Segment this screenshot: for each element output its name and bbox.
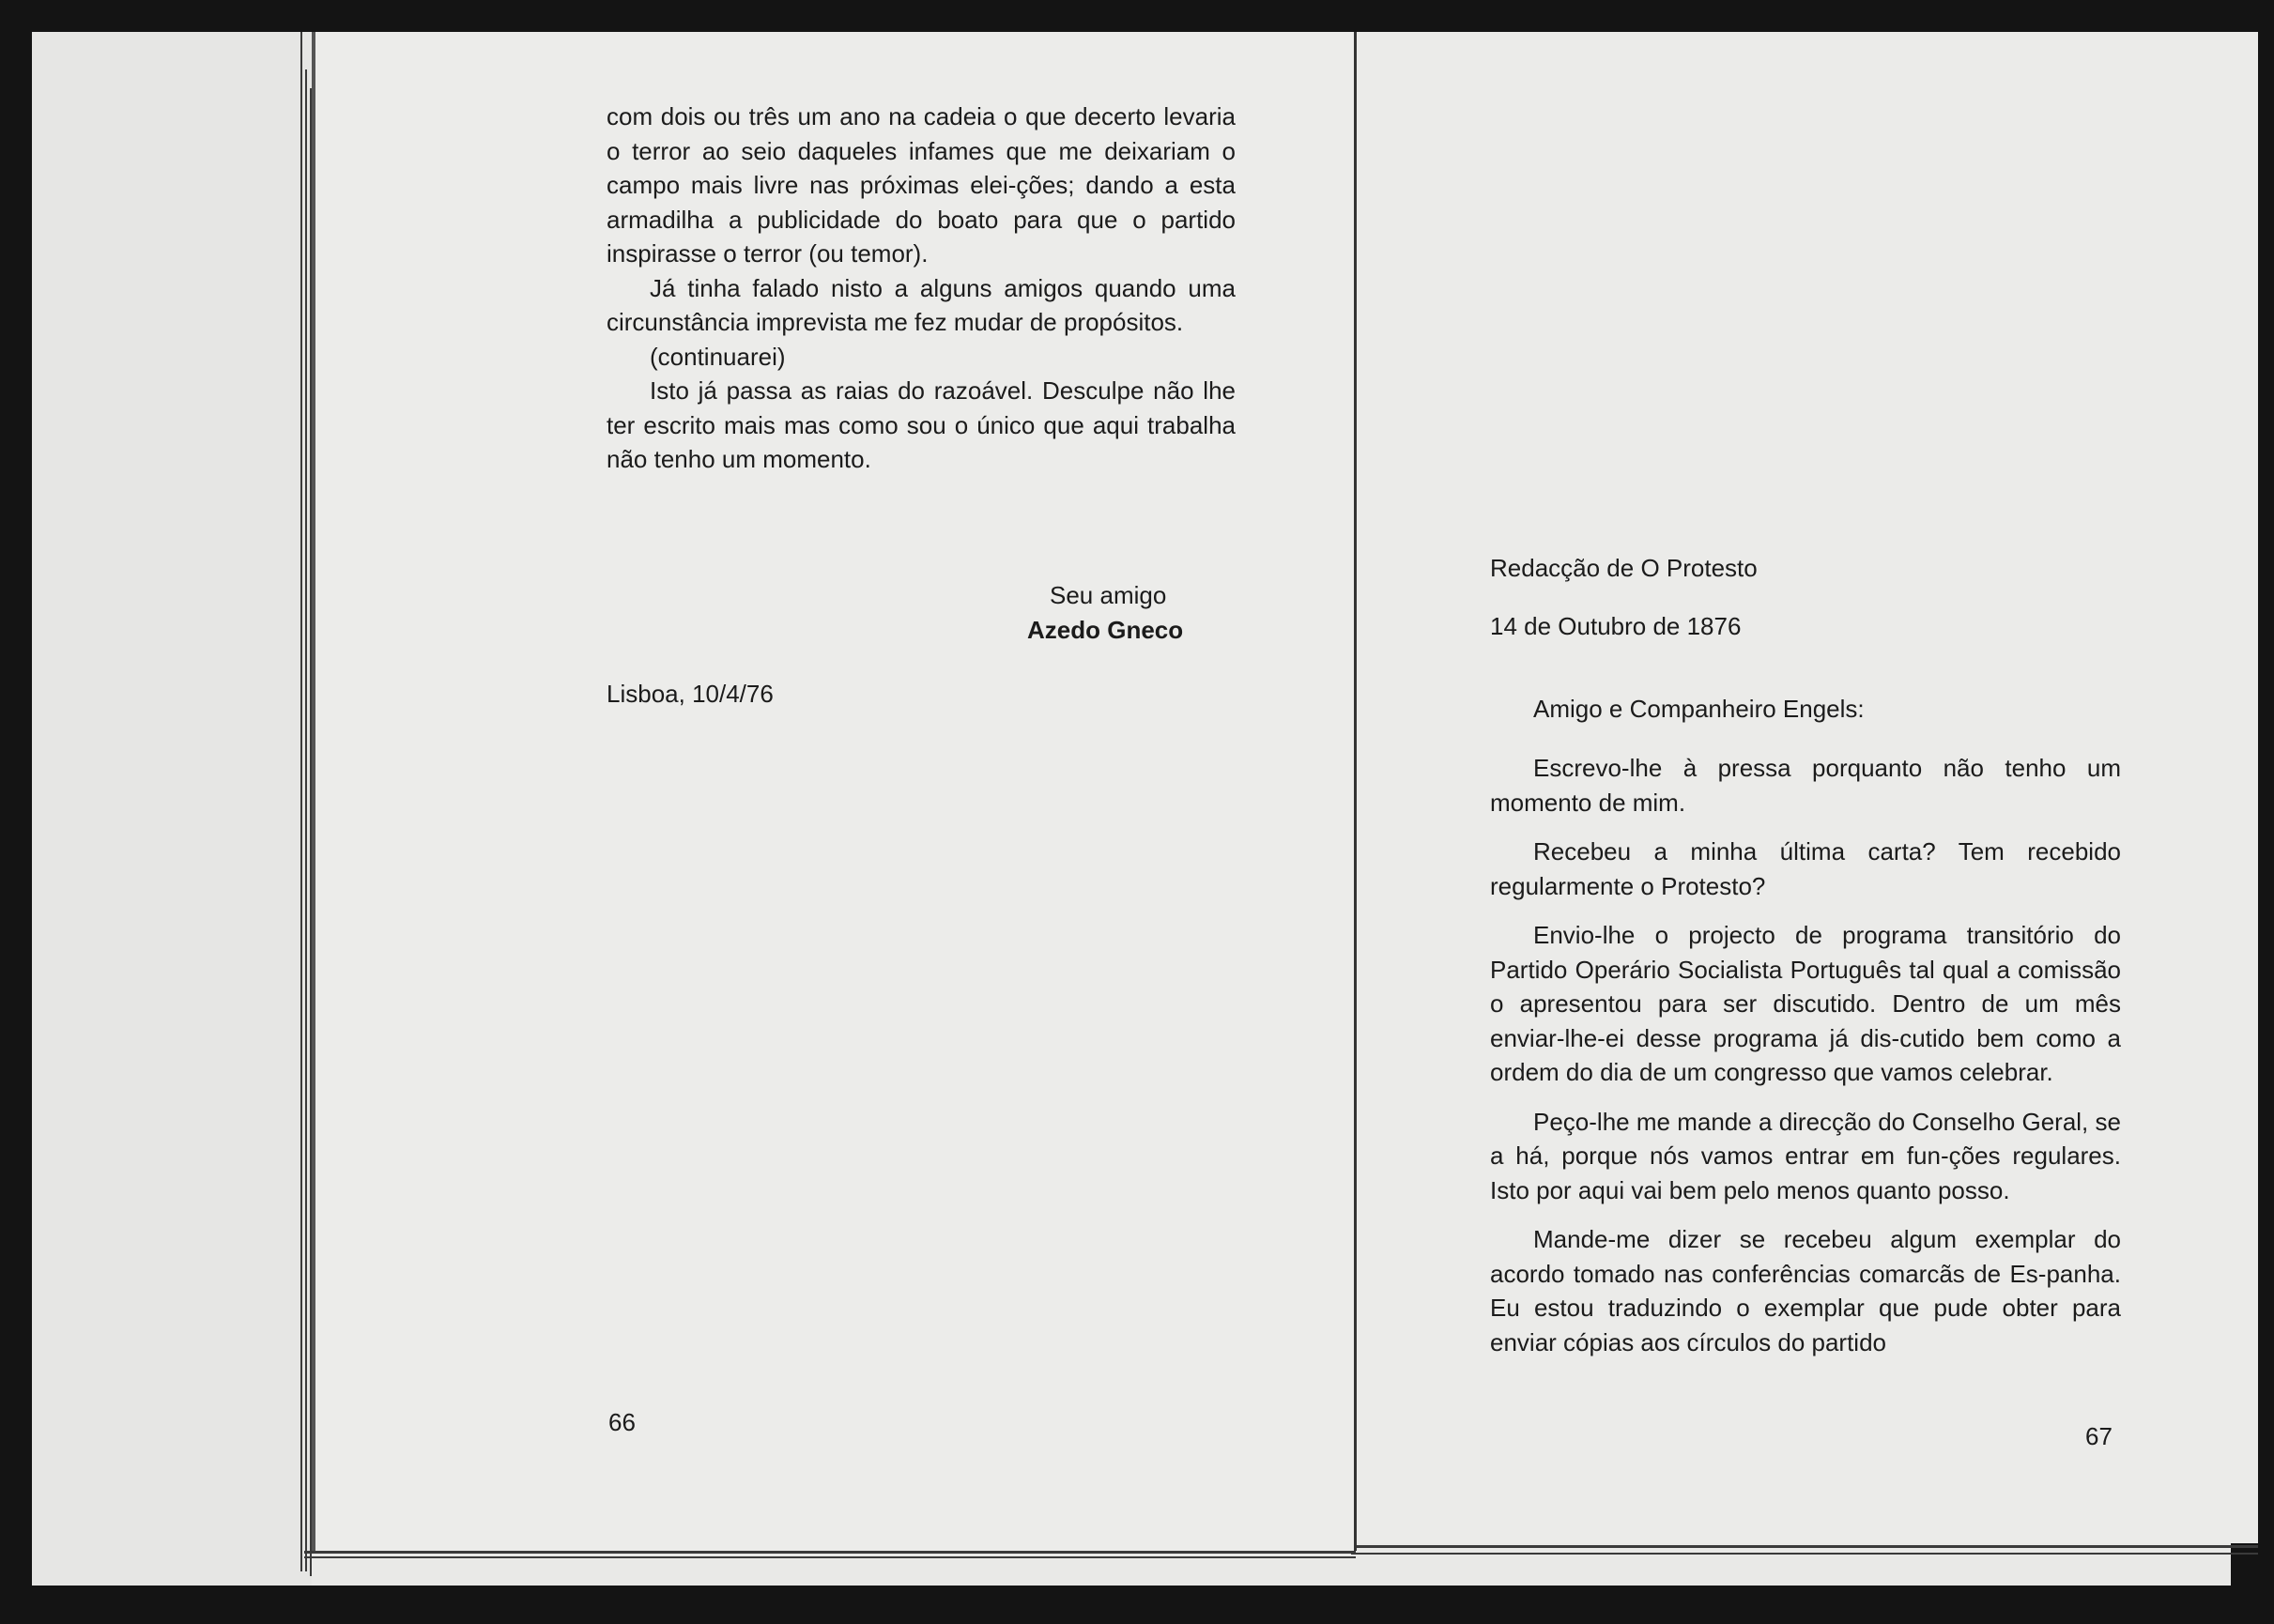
salutation: Amigo e Companheiro Engels:	[1533, 695, 1865, 723]
paragraph: Mande-me dizer se recebeu algum exemplar do acordo tomado nas conferências comarcãs de Es-panha. Eu estou traduzindo o exemplar que pude obter para enviar cópias aos círculos do partido	[1490, 1225, 2121, 1356]
page-number: 66	[608, 1408, 636, 1436]
paragraph: Envio-lhe o projecto de programa transitório do Partido Operário Socialista Português tal qual a comissão o apresentou para ser discutido. Dentro de um mês enviar-lhe-ei desse programa já dis-cutido bem como a ordem do dia de um congresso que vamos celebrar.	[1490, 921, 2121, 1086]
page-edge-line	[304, 1551, 1356, 1554]
page-number: 67	[2085, 1422, 2113, 1450]
signature: Azedo Gneco	[1027, 616, 1184, 644]
closing-line: Seu amigo	[1050, 581, 1167, 609]
right-page-body	[1490, 751, 2121, 1359]
page-edge-line	[304, 1556, 1356, 1558]
letter-date: 14 de Outubro de 1876	[1490, 612, 1742, 640]
right-page	[1357, 32, 2258, 1543]
left-page-body	[607, 100, 1236, 477]
paragraph: Isto já passa as raias do razoável. Desculpe não lhe ter escrito mais mas como sou o único que aqui trabalha não tenho um momento.	[607, 376, 1236, 473]
page-edge-line	[1351, 1545, 2258, 1548]
paragraph: Escrevo-lhe à pressa porquanto não tenho um momento de mim.	[1490, 754, 2121, 817]
left-margin-area	[32, 32, 312, 1586]
paragraph: Já tinha falado nisto a alguns amigos quando uma circunstância imprevista me fez mudar de propósitos.	[607, 273, 1236, 336]
paragraph: com dois ou três um ano na cadeia o que decerto levaria o terror ao seio daqueles infames que me deixariam o campo mais livre nas próximas elei-ções; dando a esta armadilha a publicidade do boato para que o partido inspirasse o terror (ou temor).	[607, 102, 1236, 268]
page-edge-line	[1351, 1553, 2258, 1555]
paragraph: Recebeu a minha última carta? Tem recebido regularmente o Protesto?	[1490, 837, 2121, 900]
place-date: Lisboa, 10/4/76	[607, 680, 774, 708]
left-page	[312, 32, 1357, 1551]
paragraph: Peço-lhe me mande a direcção do Conselho Geral, se a há, porque nós vamos entrar em fun-ções regulares. Isto por aqui vai bem pelo menos quanto posso.	[1490, 1107, 2121, 1204]
letter-heading: Redacção de O Protesto	[1490, 554, 1758, 582]
paragraph: (continuarei)	[650, 342, 786, 371]
book-spread	[32, 32, 2231, 1586]
page-edge-line	[305, 69, 307, 1571]
page-edge-line	[300, 32, 302, 1571]
